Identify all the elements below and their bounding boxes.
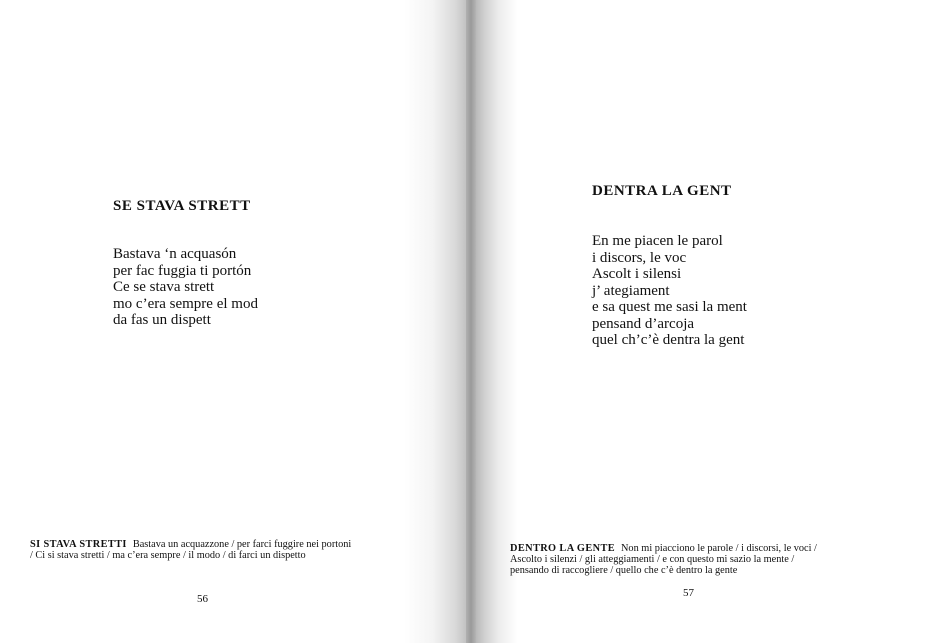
poem-line: i discors, le voc — [592, 249, 687, 266]
poem-line: En me piacen le parol — [592, 233, 723, 249]
translation-line: Ascolto i silenzi / gli atteggiamenti / e con questo mi sazio la mente / — [510, 554, 795, 565]
right-poem-body — [592, 233, 747, 349]
left-poem-title: SE STAVA STRETT — [113, 198, 251, 214]
poem-line: quel ch’c’è dentra la gent — [592, 332, 745, 348]
left-translation-title: SI STAVA STRETTI — [30, 539, 127, 550]
poem-line: Ce se stava strett — [113, 279, 215, 295]
book-gutter — [466, 0, 476, 643]
poem-line: e sa quest me sasi la ment — [592, 299, 747, 315]
right-translation — [510, 543, 920, 576]
left-translation — [30, 539, 440, 561]
poem-line: da fas un dispett — [113, 312, 211, 328]
left-poem-body — [113, 246, 258, 329]
right-page-number: 57 — [683, 587, 694, 599]
translation-line: Bastava un acquazzone / per farci fuggire nei portoni — [132, 539, 352, 550]
poem-line: mo c’era sempre el mod — [113, 295, 258, 312]
poem-line: pensand d’arcoja — [592, 315, 695, 332]
poem-line: Ascolt i silensi — [592, 266, 682, 282]
translation-line: Non mi piacciono le parole / i discorsi, le voci / — [621, 543, 817, 554]
poem-line: per fac fuggia ti portón — [113, 262, 252, 279]
translation-line: pensando di raccogliere / quello che c’è dentro la gente — [510, 565, 738, 576]
poem-line: j’ ategiament — [592, 282, 670, 299]
right-poem-title: DENTRA LA GENT — [592, 183, 732, 199]
poem-line: Bastava ‘n acquasón — [113, 246, 237, 262]
right-translation-title: DENTRO LA GENTE — [510, 543, 615, 554]
translation-line: / Ci si stava stretti / ma c’era sempre / il modo / di farci un dispetto — [30, 550, 306, 561]
left-page-number: 56 — [197, 593, 208, 605]
